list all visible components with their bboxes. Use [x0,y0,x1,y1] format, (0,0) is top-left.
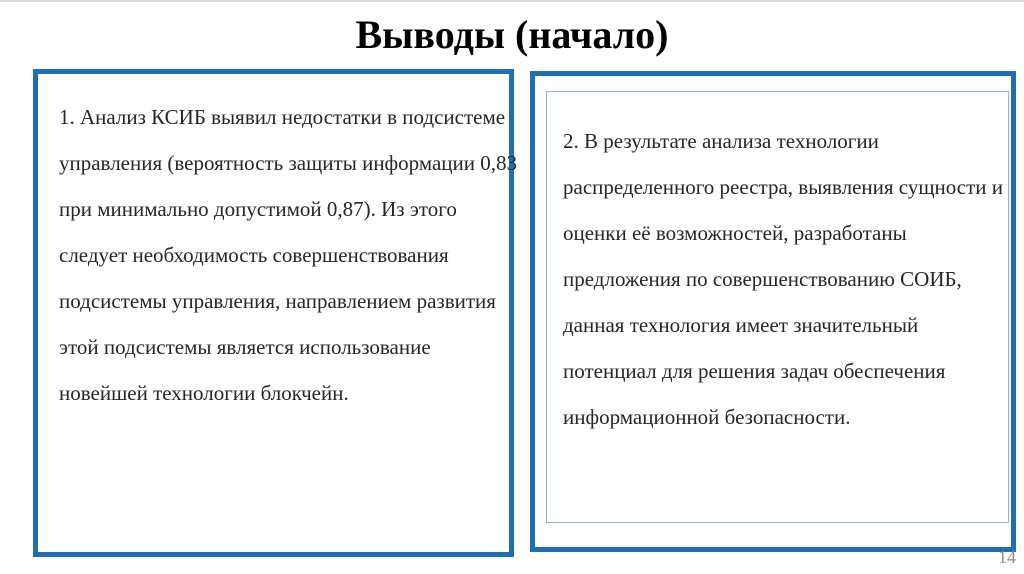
slide-number: 14 [998,547,1016,567]
conclusion-text-2: 2. В результате анализа технологии распределенного реестра, выявления сущности и оценки её возможностей, разработаны предложения по совершенствованию СОИБ, данная технология имеет значительный потенциал для решения задач обеспечения информационной безопасности. [563,129,1003,429]
conclusion-text-1: 1. Анализ КСИБ выявил недостатки в подсистеме управления (вероятность защиты информации 0,83 при минимально допустимой 0,87). Из этого следует необходимость совершенствования подсистемы управления, направлением развития этой подсистемы является использование новейшей технологии блокчейн. [59,105,518,405]
inner-frame [546,91,1009,523]
top-divider [0,0,1024,2]
conclusion-box-2 [530,71,1016,552]
conclusion-box-1 [33,69,518,557]
slide-title: Выводы (начало) [355,12,669,57]
